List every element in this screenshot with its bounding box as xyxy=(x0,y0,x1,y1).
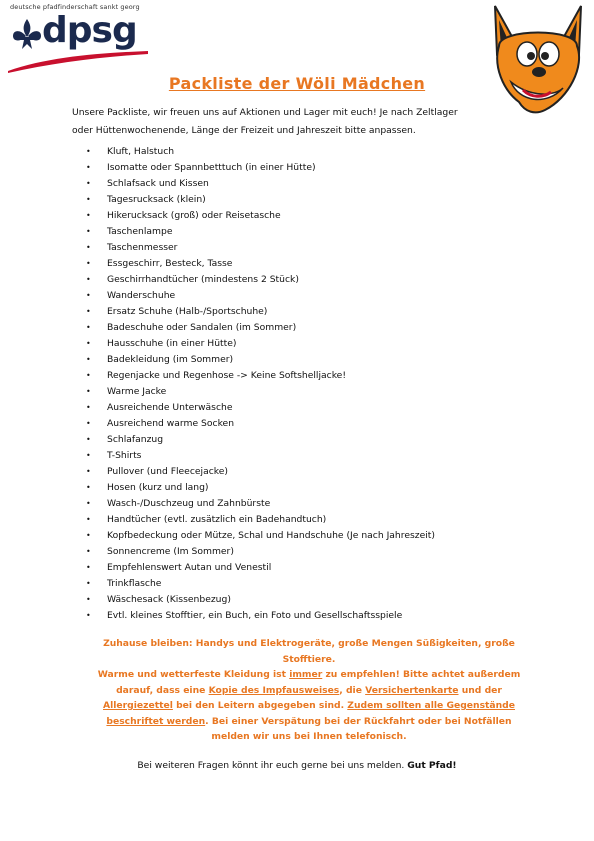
note-emphasis: immer xyxy=(289,669,323,680)
bullet-icon: • xyxy=(86,387,91,396)
clothing-note xyxy=(94,667,524,745)
fox-mascot-icon xyxy=(485,2,591,116)
bullet-icon: • xyxy=(86,275,91,284)
logo-caption: deutsche pfadfinderschaft sankt georg xyxy=(10,3,140,11)
stay-home-note: Zuhause bleiben: Handys und Elektrogeräte, große Mengen Süßigkeiten, große Stofftiere. xyxy=(103,638,515,665)
list-item xyxy=(86,368,435,384)
bullet-icon: • xyxy=(86,163,91,172)
list-item xyxy=(86,240,435,256)
list-item xyxy=(86,608,435,624)
list-item-label: Empfehlenswert Autan und Venestil xyxy=(107,562,272,573)
list-item xyxy=(86,144,435,160)
bullet-icon: • xyxy=(86,483,91,492)
note-emphasis: Versichertenkarte xyxy=(365,684,459,696)
list-item xyxy=(86,512,435,528)
list-item-label: Hausschuhe (in einer Hütte) xyxy=(107,338,237,349)
list-item xyxy=(86,416,435,432)
list-item xyxy=(86,592,435,608)
list-item xyxy=(86,496,435,512)
list-item-label: Badekleidung (im Sommer) xyxy=(107,354,234,365)
logo-wordmark: dpsg xyxy=(42,10,137,51)
bullet-icon: • xyxy=(86,211,91,220)
list-item xyxy=(86,432,435,448)
list-item-label: Isomatte oder Spannbetttuch (in einer Hütte) xyxy=(107,162,316,173)
intro-text xyxy=(72,104,542,140)
bullet-icon: • xyxy=(86,195,91,204)
bullet-icon: • xyxy=(86,403,91,412)
note-text: Warme und wetterfeste Kleidung ist xyxy=(97,669,290,680)
list-item xyxy=(86,256,435,272)
list-item-label: Kluft, Halstuch xyxy=(107,146,175,157)
bullet-icon: • xyxy=(86,595,91,604)
list-item-label: T-Shirts xyxy=(107,450,142,461)
closing-signoff: Gut Pfad! xyxy=(407,760,457,771)
bullet-icon: • xyxy=(86,499,91,508)
logo-swoosh xyxy=(8,47,148,73)
list-item-label: Geschirrhandtücher (mindestens 2 Stück) xyxy=(107,274,299,285)
bullet-icon: • xyxy=(86,531,91,540)
list-item xyxy=(86,320,435,336)
bullet-icon: • xyxy=(86,243,91,252)
bullet-icon: • xyxy=(86,339,91,348)
list-item-label: Wasch-/Duschzeug und Zahnbürste xyxy=(107,498,271,509)
list-item xyxy=(86,336,435,352)
list-item-label: Taschenlampe xyxy=(107,226,173,237)
bullet-icon: • xyxy=(86,515,91,524)
note-text: bei den Leitern abgegeben sind. xyxy=(172,700,348,711)
list-item-label: Sonnencreme (Im Sommer) xyxy=(107,546,234,557)
list-item-label: Tagesrucksack (klein) xyxy=(107,194,206,205)
list-item-label: Essgeschirr, Besteck, Tasse xyxy=(107,258,233,269)
packing-list xyxy=(86,144,435,624)
list-item-label: Ausreichende Unterwäsche xyxy=(107,402,233,413)
list-item-label: Wanderschuhe xyxy=(107,290,176,301)
list-item xyxy=(86,288,435,304)
bullet-icon: • xyxy=(86,563,91,572)
bullet-icon: • xyxy=(86,307,91,316)
list-item xyxy=(86,384,435,400)
list-item-label: Kopfbedeckung oder Mütze, Schal und Handschuhe (Je nach Jahreszeit) xyxy=(107,530,435,541)
bullet-icon: • xyxy=(86,147,91,156)
list-item xyxy=(86,224,435,240)
note-text: . Bei einer Verspätung bei der Rückfahrt oder bei Notfällen melden wir uns bei Ihnen telefonisch. xyxy=(205,715,512,742)
note-emphasis: Kopie des Impfausweises xyxy=(208,684,340,696)
bullet-icon: • xyxy=(86,611,91,620)
page-title: Packliste der Wöli Mädchen xyxy=(168,74,426,93)
dpsg-logo xyxy=(8,3,148,73)
list-item-label: Taschenmesser xyxy=(107,242,178,253)
list-item xyxy=(86,480,435,496)
bullet-icon: • xyxy=(86,467,91,476)
list-item-label: Wäschesack (Kissenbezug) xyxy=(107,594,231,605)
list-item-label: Ausreichend warme Socken xyxy=(107,418,235,429)
bullet-icon: • xyxy=(86,419,91,428)
list-item xyxy=(86,400,435,416)
note-emphasis: Allergiezettel xyxy=(103,700,173,711)
list-item xyxy=(86,192,435,208)
list-item-label: Schlafanzug xyxy=(107,434,164,445)
list-item xyxy=(86,272,435,288)
note-text: und der xyxy=(458,684,502,696)
closing-text: Bei weiteren Fragen könnt ihr euch gerne bei uns melden. xyxy=(137,760,408,771)
list-item-label: Hosen (kurz und lang) xyxy=(107,482,209,493)
bullet-icon: • xyxy=(86,179,91,188)
bullet-icon: • xyxy=(86,435,91,444)
note-text: zu empfehlen! Bitte achtet außerdem darauf, dass eine xyxy=(116,669,521,696)
list-item xyxy=(86,448,435,464)
list-item xyxy=(86,176,435,192)
list-item-label: Hikerucksack (groß) oder Reisetasche xyxy=(107,210,281,221)
list-item-label: Evtl. kleines Stofftier, ein Buch, ein Foto und Gesellschaftsspiele xyxy=(107,610,403,621)
bullet-icon: • xyxy=(86,259,91,268)
list-item xyxy=(86,208,435,224)
lily-icon xyxy=(10,17,44,51)
list-item xyxy=(86,352,435,368)
list-item-label: Badeschuhe oder Sandalen (im Sommer) xyxy=(107,322,297,333)
list-item-label: Trinkflasche xyxy=(107,578,162,589)
note-emphasis: Zudem sollten alle Gegenstände beschriftet werden xyxy=(106,700,515,727)
list-item-label: Warme Jacke xyxy=(107,386,167,397)
list-item xyxy=(86,160,435,176)
list-item xyxy=(86,544,435,560)
list-item-label: Schlafsack und Kissen xyxy=(107,178,209,189)
bullet-icon: • xyxy=(86,323,91,332)
list-item-label: Regenjacke und Regenhose -> Keine Softshelljacke! xyxy=(107,370,347,381)
list-item xyxy=(86,528,435,544)
bullet-icon: • xyxy=(86,291,91,300)
bullet-icon: • xyxy=(86,227,91,236)
intro-line: Unsere Packliste, wir freuen uns auf Aktionen und Lager mit euch! Je nach Zeltlager xyxy=(72,107,458,118)
closing-line xyxy=(0,760,594,771)
bullet-icon: • xyxy=(86,355,91,364)
list-item xyxy=(86,576,435,592)
notes-block xyxy=(94,636,524,745)
list-item xyxy=(86,464,435,480)
list-item xyxy=(86,304,435,320)
bullet-icon: • xyxy=(86,547,91,556)
list-item-label: Pullover (und Fleecejacke) xyxy=(107,466,229,477)
bullet-icon: • xyxy=(86,579,91,588)
intro-line: oder Hüttenwochenende, Länge der Freizeit und Jahreszeit bitte anpassen. xyxy=(72,125,416,136)
list-item-label: Handtücher (evtl. zusätzlich ein Badehandtuch) xyxy=(107,514,327,525)
bullet-icon: • xyxy=(86,451,91,460)
note-text: , die xyxy=(339,684,366,696)
list-item-label: Ersatz Schuhe (Halb-/Sportschuhe) xyxy=(107,306,268,317)
list-item xyxy=(86,560,435,576)
bullet-icon: • xyxy=(86,371,91,380)
